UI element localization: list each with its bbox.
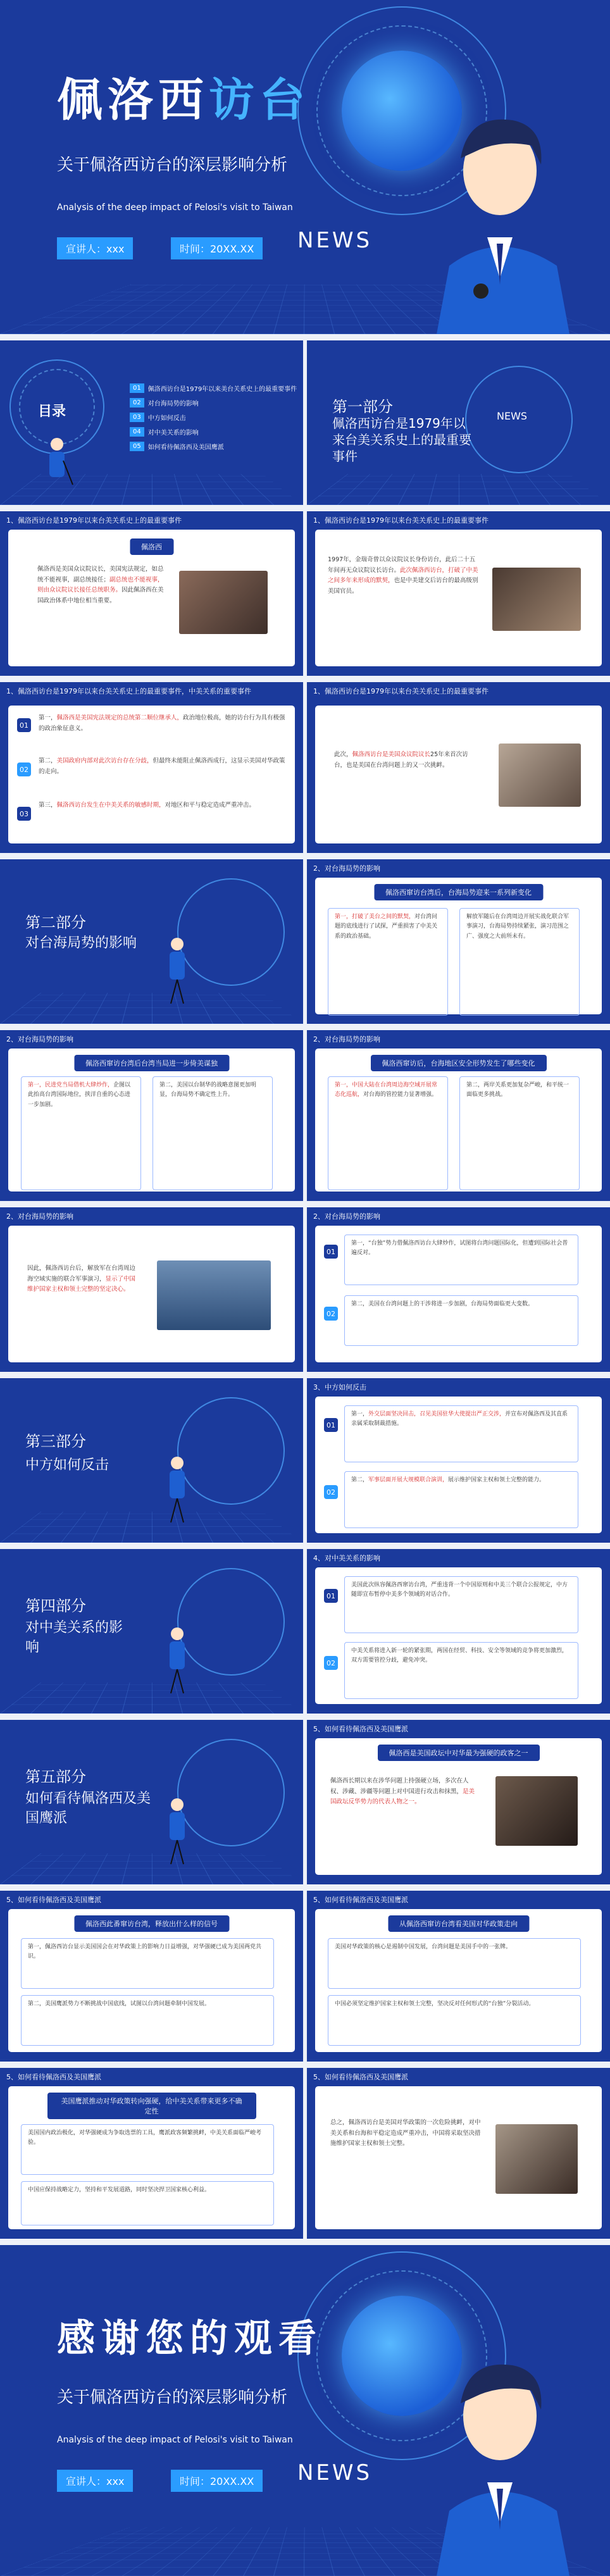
content-box: 第一，佩洛西访台显示美国国会在对华政策上的影响力日益增强，对华强硬已成为美国两党共识。 xyxy=(21,1938,274,1989)
reporter-small xyxy=(158,935,196,1005)
content-box: 第一，打破了美台之间的默契，对台湾问题的底线进行了试探，严重损害了中美关系的政治基础。 xyxy=(328,908,448,1016)
slide-7-right xyxy=(307,1207,610,1372)
navy-photo xyxy=(157,1260,271,1330)
part-title: 中方如何反击 xyxy=(25,1457,109,1473)
news-logo: NEWS xyxy=(297,228,373,253)
slide-header: 2、对台海局势的影响 xyxy=(313,1212,380,1221)
content-box: 美国此次纵容佩洛西窜访台湾，严重违背一个中国原则和中美三个联合公报规定，中方随即宣布暂停中美多个领域的对话合作。 xyxy=(344,1576,578,1633)
part-number: 第二部分 xyxy=(25,914,86,931)
num-badge: 01 xyxy=(324,1418,338,1432)
point-1: 第一，佩洛西是美国宪法规定的总统第二顺位继承人，政治地位极高，她的访台行为具有极强的政治象征意义。 xyxy=(39,714,285,732)
part1-slide xyxy=(307,340,610,505)
news-logo: NEWS xyxy=(497,410,528,422)
slide-header: 5、如何看待佩洛西及美国鹰派 xyxy=(6,1896,101,1904)
content-box: 美国对华政策的核心是遏制中国发展，台湾问题是美国手中的一张牌。 xyxy=(328,1938,581,1989)
slide-5-right xyxy=(307,859,610,1024)
toc-item[interactable]: 05 如何看待佩洛西及美国鹰派 xyxy=(130,442,297,451)
slide-3-left xyxy=(0,511,303,676)
toc-slide xyxy=(0,340,303,505)
news-logo: NEWS xyxy=(297,2460,373,2486)
title-bar: 从佩洛西窜访台湾看美国对华政策走向 xyxy=(388,1915,529,1932)
meeting-photo xyxy=(499,744,581,807)
cover-subtitle: 关于佩洛西访台的深层影响分析 xyxy=(57,156,288,175)
slide-header: 3、中方如何反击 xyxy=(313,1383,366,1391)
slide-7-left xyxy=(0,1207,303,1372)
slide-header: 1、佩洛西访台是1979年以来台美关系史上的最重要事件 xyxy=(313,687,489,695)
content-box: 第一，“台独”势力借佩洛西访台大肆炒作，试图将台湾问题国际化，但遭到国际社会普遍反对。 xyxy=(344,1235,578,1285)
num-badge: 03 xyxy=(17,807,31,821)
part2-slide xyxy=(0,859,303,1024)
end-title: 感谢您的观看 xyxy=(57,2317,323,2361)
body-text: 总之，佩洛西访台是美国对华政策的一次危险挑衅，对中美关系和台海和平稳定造成严重冲击，中国将采取坚决措施维护国家主权和领土完整。 xyxy=(330,2119,481,2148)
num-badge: 01 xyxy=(17,718,31,732)
slide-11-left xyxy=(0,1891,303,2062)
content-box: 解放军随后在台湾周边开展实战化联合军事演习，台海局势持续紧张，演习范围之广、强度之大前所未有。 xyxy=(459,908,580,1016)
num-badge: 01 xyxy=(324,1589,338,1603)
toc-item[interactable]: 02 对台海局势的影响 xyxy=(130,398,297,408)
group-photo xyxy=(495,2124,578,2194)
reporter-small xyxy=(158,1454,196,1524)
part-number: 第四部分 xyxy=(25,1597,86,1615)
title-bar: 佩洛西窜访台湾后，台海局势迎来一系列新变化 xyxy=(374,884,543,900)
end-en: Analysis of the deep impact of Pelosi's visit to Taiwan xyxy=(57,2435,293,2445)
num-badge: 02 xyxy=(324,1485,338,1499)
slide-6-left xyxy=(0,1030,303,1201)
point-3: 第三，佩洛西访台发生在中美关系的敏感时期，对地区和平与稳定造成严重冲击。 xyxy=(39,802,256,809)
cover-slide xyxy=(0,0,610,334)
time-badge: 时间：20XX.XX xyxy=(171,2470,263,2492)
reporter-small xyxy=(38,435,76,486)
title-bar: 佩洛西窜访后，台海地区安全形势发生了哪些变化 xyxy=(371,1055,547,1071)
slide-header: 1、佩洛西访台是1979年以来台美关系史上的最重要事件 xyxy=(6,516,182,525)
point-2: 第二，美国政府内部对此次访台存在分歧，但最终未能阻止佩洛西成行，这显示美国对华政策的走向。 xyxy=(39,757,285,775)
topic-tag: 佩洛西 xyxy=(130,538,173,555)
content-box: 美国国内政治极化，对华强硬成为争取选票的工具，鹰派政客频繁挑衅，中美关系面临严峻考验。 xyxy=(21,2124,274,2175)
body-text: 佩洛西是美国众议院议长，美国宪法规定，如总统不能视事，副总统接任；副总统也不能视事，则由众议院议长接任总统职务。因此佩洛西在美国政治体系中地位相当重要。 xyxy=(37,566,164,604)
cover-en: Analysis of the deep impact of Pelosi's visit to Taiwan xyxy=(57,202,293,213)
slide-header: 5、如何看待佩洛西及美国鹰派 xyxy=(313,2073,408,2081)
body-text: 佩洛西长期以来在涉华问题上持强硬立场，多次在人权、涉藏、涉疆等问题上对中国进行攻击和抹黑，是美国政坛反华势力的代表人物之一。 xyxy=(330,1777,475,1806)
content-box: 第二，两岸关系更加复杂严峻，和平统一面临更多挑战。 xyxy=(459,1076,580,1190)
slide-3-right xyxy=(307,511,610,676)
visit-photo xyxy=(492,568,581,631)
toc-label: 目录 xyxy=(38,404,66,420)
toc-item[interactable]: 03 中方如何反击 xyxy=(130,413,297,422)
slide-4-right xyxy=(307,682,610,853)
content-box: 第一，民进党当局借机大肆炒作，企图以此抬高台湾国际地位，挟洋自重的心态进一步加剧。 xyxy=(21,1076,141,1190)
part-title: 对台海局势的影响 xyxy=(25,935,137,951)
slide-12-right xyxy=(307,2068,610,2239)
content-box: 中美关系将进入新一轮的紧张期，两国在经贸、科技、安全等领域的竞争将更加激烈，双方需要管控分歧，避免冲突。 xyxy=(344,1642,578,1699)
part-number: 第三部分 xyxy=(25,1433,86,1450)
part-number: 第五部分 xyxy=(25,1768,86,1786)
slide-header: 1、佩洛西访台是1979年以来台美关系史上的最重要事件，中美关系的重要事件 xyxy=(6,687,251,695)
slide-header: 5、如何看待佩洛西及美国鹰派 xyxy=(313,1725,408,1733)
title-bar: 美国鹰派推动对华政策转向强硬，给中美关系带来更多不确定性 xyxy=(47,2093,256,2119)
end-subtitle: 关于佩洛西访台的深层影响分析 xyxy=(57,2388,288,2407)
part4-slide xyxy=(0,1549,303,1714)
slide-header: 5、如何看待佩洛西及美国鹰派 xyxy=(313,1896,408,1904)
slide-header: 2、对台海局势的影响 xyxy=(313,864,380,873)
reporter-illustration xyxy=(405,101,595,334)
body-text: 因此，佩洛西访台后，解放军在台湾周边海空域实施的联合军事演习，显示了中国维护国家主权和领土完整的坚定决心。 xyxy=(27,1265,136,1293)
title-bar: 佩洛西窜访台湾后台湾当局进一步倚美谋独 xyxy=(74,1055,229,1071)
slide-header: 2、对台海局势的影响 xyxy=(313,1035,380,1043)
toc-item[interactable]: 04 对中美关系的影响 xyxy=(130,427,297,437)
speaker-badge: 宣讲人：xxx xyxy=(57,237,133,259)
body-text: 1997年，金瑞奇曾以众议院议长身份访台，此后二十五年间再无众议院议长访台。此次佩洛西访台，打破了中美之间多年来形成的默契，也是中美建交后访台的最高级别美国官员。 xyxy=(328,556,478,595)
slide-6-right xyxy=(307,1030,610,1201)
slide-9-right xyxy=(307,1549,610,1714)
content-box: 中国应保持战略定力，坚持和平发展道路，同时坚决捍卫国家核心利益。 xyxy=(21,2181,274,2225)
title-bar: 佩洛西是美国政坛中对华最为强硬的政客之一 xyxy=(378,1745,540,1761)
body-text: 此次，佩洛西访台是美国众议院议长25年来首次访台，也是美国在台湾问题上的又一次挑衅。 xyxy=(334,751,468,769)
reporter-small xyxy=(158,1796,196,1865)
toc-item[interactable]: 01 佩洛西访台是1979年以来美台关系史上的最重要事件 xyxy=(130,383,297,393)
cover-title: 佩洛西访台 xyxy=(57,73,311,127)
num-badge: 02 xyxy=(17,762,31,776)
pelosi-photo xyxy=(179,571,268,634)
num-badge: 02 xyxy=(324,1656,338,1670)
reporter-illustration xyxy=(405,2346,595,2576)
title-bar: 佩洛西此番窜访台湾，释放出什么样的信号 xyxy=(74,1915,229,1932)
part3-slide xyxy=(0,1378,303,1543)
speaker-badge: 宣讲人：xxx xyxy=(57,2470,133,2492)
slide-header: 1、佩洛西访台是1979年以来台美关系史上的最重要事件 xyxy=(313,516,489,525)
part-number: 第一部分 xyxy=(332,398,393,416)
part-title: 佩洛西访台是1979年以来台美关系史上的最重要事件 xyxy=(332,416,471,464)
slide-header: 2、对台海局势的影响 xyxy=(6,1035,73,1043)
part-title: 对中美关系的影响 xyxy=(25,1620,123,1655)
time-badge: 时间：20XX.XX xyxy=(171,237,263,259)
content-box: 第二，军事层面开展大规模联合演训，展示维护国家主权和领土完整的能力。 xyxy=(344,1471,578,1528)
pelosi-photo xyxy=(495,1776,578,1846)
slide-8-right xyxy=(307,1378,610,1543)
slide-12-left xyxy=(0,2068,303,2239)
part5-slide xyxy=(0,1720,303,1884)
content-box: 中国必须坚定维护国家主权和领土完整，坚决反对任何形式的“台独”分裂活动。 xyxy=(328,1995,581,2046)
toc-list xyxy=(130,383,297,451)
slide-header: 5、如何看待佩洛西及美国鹰派 xyxy=(6,2073,101,2081)
slide-header: 4、对中美关系的影响 xyxy=(313,1554,380,1562)
slide-header: 2、对台海局势的影响 xyxy=(6,1212,73,1221)
content-box: 第二，美国鹰派势力不断挑战中国底线，试图以台湾问题牵制中国发展。 xyxy=(21,1995,274,2046)
reporter-small xyxy=(158,1625,196,1695)
end-slide xyxy=(0,2245,610,2576)
content-box: 第一，外交层面坚决回击，召见美国驻华大使提出严正交涉，并宣布对佩洛西及其直系亲属采取制裁措施。 xyxy=(344,1405,578,1462)
content-box: 第一，中国大陆在台湾周边海空域开展常态化巡航，对台海的管控能力显著增强。 xyxy=(328,1076,448,1190)
num-badge: 01 xyxy=(324,1245,338,1259)
content-box: 第二，美国以台制华的战略意图更加明显，台海局势不确定性上升。 xyxy=(152,1076,273,1190)
content-box: 第二，美国在台湾问题上的干涉将进一步加剧，台海局势面临更大变数。 xyxy=(344,1295,578,1346)
num-badge: 02 xyxy=(324,1307,338,1321)
slide-10-right xyxy=(307,1720,610,1884)
slide-4-left xyxy=(0,682,303,853)
slide-11-right xyxy=(307,1891,610,2062)
part-title: 如何看待佩洛西及美国鹰派 xyxy=(25,1791,151,1826)
